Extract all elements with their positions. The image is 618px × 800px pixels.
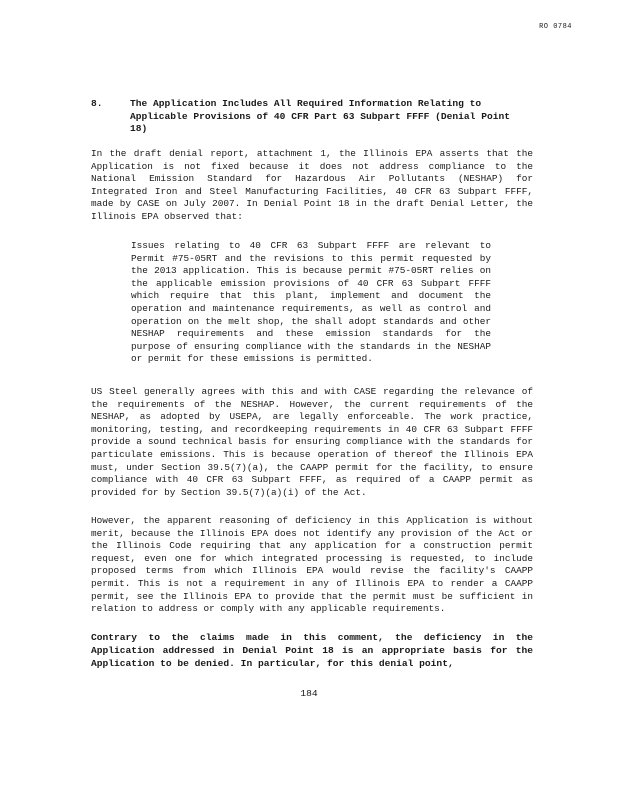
section-heading: [91, 98, 531, 136]
block-quote: Issues relating to 40 CFR 63 Subpart FFFF are relevant to Permit #75-05RT and the revisions to this permit requested by the 2013 application. This is because permit #75-05RT relies on the applicable emission provisions of 40 CFR 63 Subpart FFFF which require that this plant, implement and document the operation and maintenance requirements, as well as control and operation on the melt shop, the shall adopt standards and other NESHAP requirements and these emission standards for the purpose of ensuring compliance with the standards in the NESHAP or permit for these emissions is permitted.: [131, 240, 491, 365]
section-number: 8.: [91, 98, 103, 109]
section-title: The Application Includes All Required Information Relating to Applicable Provisions of 40 CFR Part 63 Subpart FFFF (Denial Point 18): [130, 98, 510, 134]
body-paragraph-4: Contrary to the claims made in this comment, the deficiency in the Application addressed in Denial Point 18 is an appropriate basis for the Application to be denied. In particular, for this denial point,: [91, 632, 533, 669]
document-id: RO 0784: [539, 23, 572, 31]
body-paragraph-2: US Steel generally agrees with this and with CASE regarding the relevance of the requirements of the NESHAP. However, the current requirements of the NESHAP, as adopted by USEPA, are legally enforceable. The work practice, monitoring, testing, and recordkeeping requirements in 40 CFR 63 Subpart FFFF provide a sound technical basis for ensuring compliance with the standards for particulate emissions. This is because operation of thereof the Illinois EPA must, under Section 39.5(7)(a), the CAAPP permit for the facility, to ensure compliance with 40 CFR 63 Subpart FFFF, as required of a CAAPP permit as provided for by Section 39.5(7)(a)(i) of the Act.: [91, 386, 533, 498]
body-paragraph-1: In the draft denial report, attachment 1, the Illinois EPA asserts that the Application is not fixed because it does not address compliance to the National Emission Standard for Hazardous Air Pollutants (NESHAP) for Integrated Iron and Steel Manufacturing Facilities, 40 CFR 63 Subpart FFFF, made by CASE on July 2007. In Denial Point 18 in the draft Denial Letter, the Illinois EPA observed that:: [91, 148, 533, 222]
body-paragraph-3: However, the apparent reasoning of deficiency in this Application is without merit, because the Illinois EPA does not identify any provision of the Act or the Illinois Code requiring that any application for a construction permit request, even one for which integrated processing is requested, to include proposed terms from which Illinois EPA would revise the facility's CAAPP permit. This is not a requirement in any of Illinois EPA to render a CAAPP permit, see the Illinois EPA to provide that the permit must be sufficient in relation to address or comply with any applicable requirements.: [91, 515, 533, 615]
page-number: 184: [300, 688, 318, 699]
